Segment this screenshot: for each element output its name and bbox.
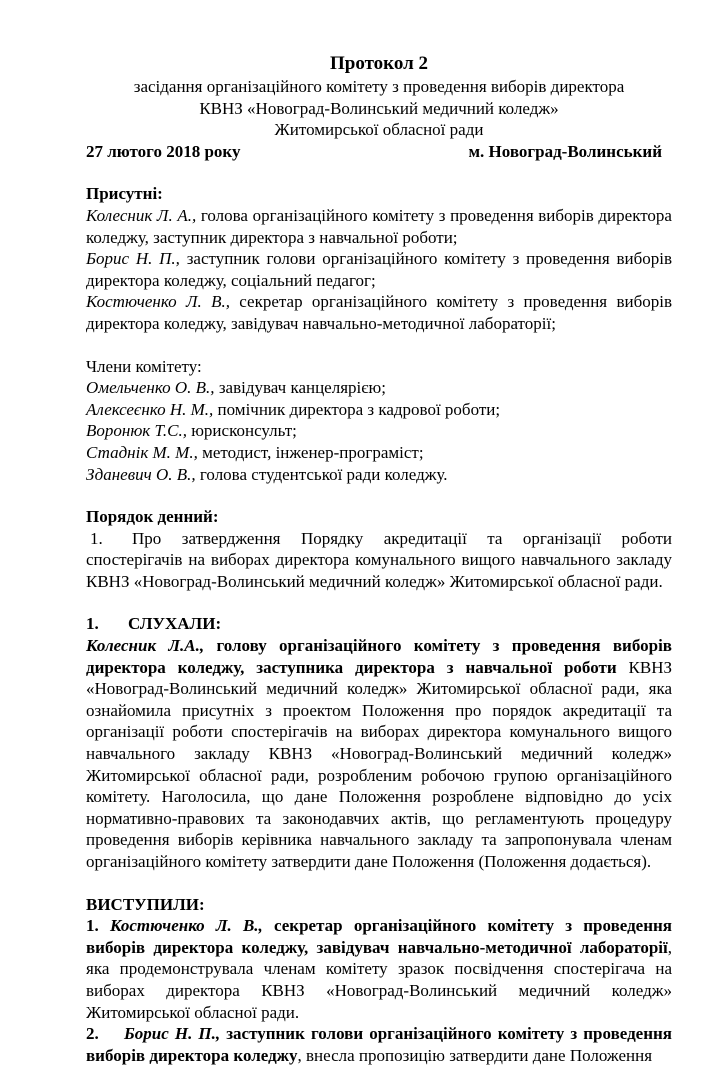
member-item — [86, 420, 672, 442]
title-line-3: Житомирської обласної ради — [274, 120, 484, 140]
present-heading: Присутні: — [86, 184, 163, 204]
heard-heading-line — [86, 613, 672, 635]
person-name: Колесник Л. А., — [86, 205, 197, 225]
person-role: юрисконсульт; — [186, 421, 297, 441]
agenda-heading: Порядок денний: — [86, 507, 219, 527]
person-role: методист, інженер-програміст; — [197, 442, 424, 462]
member-item — [86, 399, 672, 421]
member-item — [86, 442, 672, 464]
person-role: секретар організаційного комітету з проведення виборів директора коледжу, завідувач навчально-методичної лабораторії; — [86, 292, 672, 333]
member-item — [86, 377, 672, 399]
agenda-text: Про затвердження Порядку акредитації та організації роботи спостерігачів на виборах директора комунального вищого навчального закладу КВНЗ «Новоград-Волинський медичний коледж» Житомирської обласної ради. — [86, 528, 672, 591]
speaker-role: секретар організаційного комітету з проведення виборів директора коледжу, завідувач навчально-методичної лабораторії — [86, 916, 672, 957]
member-item — [86, 464, 672, 486]
present-item — [86, 291, 672, 334]
speaker-name: Костюченко Л. В., — [109, 916, 263, 936]
title-line-2: КВНЗ «Новоград-Волинський медичний коледж» — [199, 98, 559, 118]
heard-heading: СЛУХАЛИ: — [128, 614, 222, 634]
meeting-date: 27 лютого 2018 року — [86, 141, 241, 161]
members-heading: Члени комітету: — [86, 356, 202, 376]
person-name: Зданевич О. В., — [86, 464, 196, 484]
meeting-place: м. Новоград-Волинський — [468, 141, 662, 161]
speaker-role: заступник голови організаційного комітету з проведення виборів директора коледжу — [86, 1024, 672, 1065]
present-item — [86, 205, 672, 248]
person-role: завідувач канцелярією; — [214, 378, 386, 398]
present-item — [86, 248, 672, 291]
title-line-1: засідання організаційного комітету з проведення виборів директора — [133, 77, 625, 96]
heard-paragraph — [86, 635, 672, 873]
spoke-text: , внесла пропозицію затвердити дане Положення — [297, 1045, 653, 1065]
agenda-number: 1. — [90, 528, 103, 548]
person-name: Воронюк Т.С., — [86, 421, 187, 441]
speaker-role: голову організаційного комітету з проведення виборів директора коледжу, заступника директора з навчальної роботи — [86, 636, 672, 677]
person-name: Стаднік М. М., — [86, 442, 198, 462]
person-role: помічник директора з кадрової роботи; — [213, 399, 501, 419]
person-role: голова організаційного комітету з проведення виборів директора коледжу, заступник директора з навчальної роботи; — [86, 205, 672, 247]
speaker-name: Колесник Л.А., — [86, 636, 205, 656]
spoke-item — [86, 1023, 672, 1066]
spoke-number: 1. — [86, 916, 99, 936]
document-header — [86, 52, 672, 141]
document-title: Протокол 2 — [329, 53, 429, 74]
date-place-line — [86, 141, 672, 163]
person-name: Алексеєнко Н. М., — [86, 399, 214, 419]
spoke-number: 2. — [86, 1024, 99, 1044]
spoke-text: , яка продемонструвала членам комітету зразок посвідчення спостерігача на виборах директора КВНЗ «Новоград-Волинський медичний коледж» Житомирської обласної ради. — [86, 937, 672, 1022]
spoke-item — [86, 915, 672, 1023]
heard-number: 1. — [86, 614, 99, 634]
speaker-name: Борис Н. П., — [124, 1024, 221, 1044]
person-role: голова студентської ради коледжу. — [195, 464, 448, 484]
person-name: Борис Н. П., — [86, 249, 180, 269]
agenda-item — [86, 528, 672, 593]
spoke-heading: ВИСТУПИЛИ: — [86, 894, 205, 914]
heard-text: КВНЗ «Новоград-Волинський медичний коледж» Житомирської обласної ради, яка ознайомила присутніх з проектом Положення про порядок акредитації та організації роботи спостерігачів на виборах директора комунального вищого навчального закладу КВНЗ «Новоград-Волинський медичний коледж» Житомирської обласної ради, розробленим робочою групою організаційного комітету. Наголосила, що дане Положення розроблене відповідно до усіх нормативно-правових та законодавчих актів, що регламентують процедуру проведення виборів керівника навчального закладу та запропонувала членам організаційного комітету затвердити дане Положення (Положення додається). — [86, 657, 672, 871]
person-name: Омельченко О. В., — [86, 378, 215, 398]
person-name: Костюченко Л. В., — [86, 292, 230, 312]
person-role: заступник голови організаційного комітету з проведення виборів директора коледжу, соціальний педагог; — [86, 249, 672, 290]
